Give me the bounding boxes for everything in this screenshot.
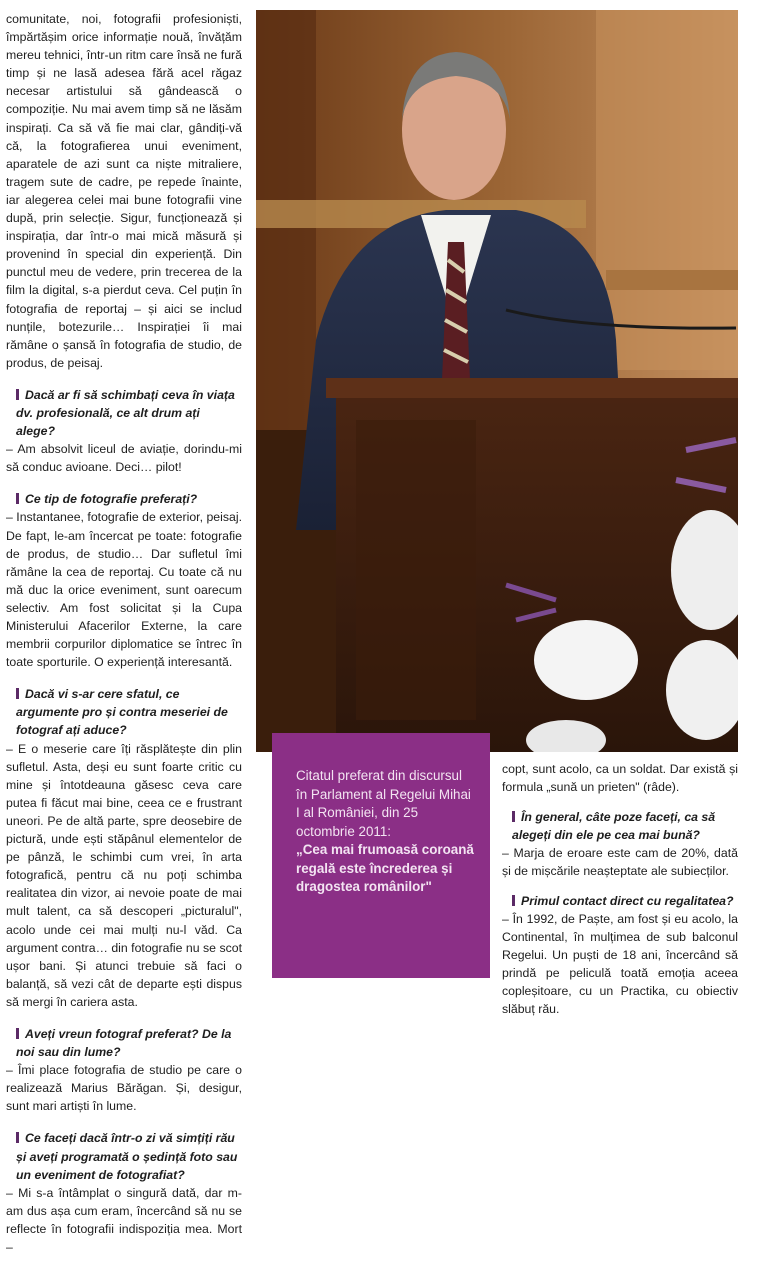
question-5: [6, 1129, 242, 1183]
question-4-text: Aveți vreun fotograf preferat? De la noi sau din lume?: [16, 1026, 232, 1060]
quote-box: [272, 733, 490, 978]
question-7: [502, 892, 738, 910]
right-column: [502, 760, 738, 1030]
left-column: [6, 10, 242, 1270]
answer-1: – Am absolvit liceul de aviație, dorindu-mi să conduc avioane. Deci… pilot!: [6, 442, 242, 475]
question-3: [6, 685, 242, 739]
answer-2: – Instantanee, fotografie de exterior, peisaj. De fapt, le-am încercat pe toate: fotografie de produs, de studio… Dar sufletul îmi rămâne la cea de reportaj. Cu toate că nu mă duc la orice eveniment, sunt oarecum selectiv. Am fost solicitat și la Cupa Ministerului Afacerilor Externe, la care membrii corpurilor diplomatice se întrec în toate sporturile. O experiență interesantă.: [6, 510, 242, 670]
photo-illustration: [256, 10, 738, 752]
answer-3: – E o meserie care îți răsplătește din plin sufletul. Asta, deși eu sunt foarte critic cu mine și întotdeauna găsesc ceva care putea fi făcut mai bine, ceea ce e frustrant uneori. Pe de altă parte, spre deosebire de pictură, unde ești stăpânul elementelor de pe pânză, le schimbi cum vrei, în arta fotografică, pentru că nu poți schimba realitatea din vizor, ai nevoie poate de mai mult talent, ca să descoperi „picturalul", acolo unde cei mai mulți nu-l văd. Ca argument contra… din fotografie nu se scot ușor bani. Și atunci trebuie să faci o balanță, să vezi cât de departe ești dispus să mergi în cariera asta.: [6, 741, 242, 1009]
question-1: [6, 386, 242, 440]
question-bar-icon: [512, 895, 515, 906]
question-5-text: Ce faceți dacă într-o zi vă simțiți rău și aveți programată o ședință foto sau un eveniment de fotografiat?: [16, 1131, 238, 1182]
question-2-text: Ce tip de fotografie preferați?: [25, 492, 198, 507]
answer-4: – Îmi place fotografia de studio pe care o realizează Marius Bărăgan. Și, desigur, sunt mari artiști în lume.: [6, 1063, 242, 1114]
answer-6: – Marja de eroare este cam de 20%, dată și de mișcările neașteptate ale subiecților.: [502, 846, 738, 878]
answer-5: – Mi s-a întâmplat o singură dată, dar m-am dus așa cum eram, încercând să nu se reflecte în fotografii indispoziția mea. Mort –: [6, 1185, 242, 1254]
question-6-text: În general, câte poze faceți, ca să alegeți din ele pe cea mai bună?: [512, 810, 716, 842]
question-7-text: Primul contact direct cu regalitatea?: [521, 894, 734, 908]
question-bar-icon: [512, 811, 515, 822]
question-1-text: Dacă ar fi să schimbați ceva în viața dv. profesională, ce alt drum ați alege?: [16, 387, 235, 439]
question-bar-icon: [16, 389, 19, 400]
king-speech-photo: [256, 10, 738, 752]
question-bar-icon: [16, 1132, 19, 1143]
quote-text: „Cea mai frumoasă coroană regală este încrederea și dragostea românilor": [296, 842, 474, 894]
question-6: [502, 808, 738, 844]
continuation-paragraph: copt, sunt acolo, ca un soldat. Dar există și formula „sună un prieten" (râde).: [502, 762, 738, 794]
question-bar-icon: [16, 493, 19, 504]
question-2: [6, 490, 242, 508]
question-3-text: Dacă vi s-ar cere sfatul, ce argumente pro și contra meseriei de fotograf ați aduce?: [16, 687, 228, 738]
question-bar-icon: [16, 688, 19, 699]
answer-7: – În 1992, de Paște, am fost și eu acolo, la Continental, în mulțimea de sub balconul Regelui. Un puști de 18 ani, încercând să prindă pe peliculă toată emoția aceea copleșitoare, cu un Practika, cu obiectiv slăbuț rău.: [502, 912, 738, 1016]
question-bar-icon: [16, 1028, 19, 1039]
intro-paragraph: comunitate, noi, fotografii profesioniști, împărtășim orice informație nouă, învățăm mereu tehnici, într-un ritm care însă ne fură timp și ne lasă adesea fără acel răgaz necesar artistului să gândească o compoziție. Nu mai avem timp să ne lăsăm inspirați. Ca să vă fie mai clar, gândiți-vă că, la fotografierea unui eveniment, aparatele de azi sunt ca niște mitraliere, tragem sute de cadre, pe repede înainte, iar alegerea celei mai bune fotografii vine după, prin selecție. Sigur, funcționează și inspirația, dar într-o mai mică măsură și provenind în special din experiență. Din punctul meu de vedere, prin trecerea de la film la digital, s-a pierdut ceva. Cel puțin în fotografia de reportaj – și aici se includ nunțile, botezurile… Inspirației îi mai rămâne o șansă în fotografia de studio, de produs, de peisaj.: [6, 12, 242, 370]
question-4: [6, 1025, 242, 1061]
quote-intro: Citatul preferat din discursul în Parlament al Regelui Mihai I al României, din 25 octombrie 2011:: [296, 768, 471, 839]
